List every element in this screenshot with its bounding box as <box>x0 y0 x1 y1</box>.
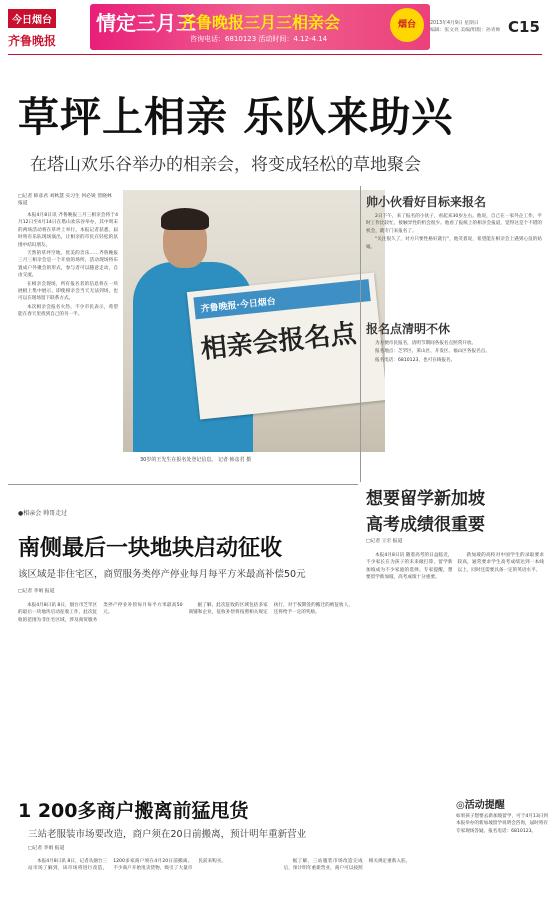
column-divider <box>360 186 361 482</box>
masthead-left <box>8 8 78 48</box>
event-reminder <box>456 796 548 913</box>
lead-photo <box>123 190 385 452</box>
right-mid-title: 报名点清明不休 <box>366 322 451 336</box>
photo-newspaper <box>187 273 385 420</box>
left-mid-tag <box>18 508 67 517</box>
banner-main: 情定三月三 <box>96 11 196 35</box>
event-banner[interactable] <box>90 4 430 50</box>
mid-divider <box>8 484 358 485</box>
event-reminder-body: 如果孩子想要去新加坡留学，可于4月13日到本报举办的新加坡留学说明会咨询，届时将有专家现场答疑。报名电话：6810123。 <box>456 814 548 834</box>
paper-name: 齐鲁晚报 <box>8 34 57 48</box>
photo-person-hair <box>161 208 209 230</box>
bottom-byline: □记者 李娟 报道 <box>28 846 65 851</box>
banner-phone: 咨询电话：6810123 活动时间：4.12-4.14 <box>190 35 328 43</box>
lead-body <box>18 212 118 512</box>
banner-title: 齐鲁晚报三月三相亲会 <box>180 13 341 32</box>
editors-line: 编辑：张文亮 美编/组版：孙青帅 <box>430 28 501 33</box>
right-top-paragraph: 2日下午，来了报名的小伙子，看起来30岁左右。他说，自己在一家外企工作，平时工作比较忙，接触异性的机会很少。他看了报纸上的相亲会报道，觉得这是个不错的机会，就专门来报名了。 <box>366 214 542 234</box>
page-number: C15 <box>508 18 540 36</box>
right-mid-paragraph: 报名电话：6810123，也可在线报名。 <box>375 357 456 363</box>
lead-byline: □记者 韩彦君 刘秋慧 实习生 何必锐 贺晓林 报道 <box>18 194 112 206</box>
left-mid-paragraph: 本报4月8日讯 8日，烟台市芝罘区的最后一块地块启动征收工作，此次征收的范围为非住宅区域，涉及商贸服务类停产停业补偿每月每平方米最高50元。 <box>18 603 183 623</box>
bottom-paragraph: 据了解，三站服装市场改造完成后，预计明年重新营业，商户可以按照相关规定重新入驻。 <box>283 859 411 872</box>
photo-paper-title: 相亲会报名点 <box>199 318 358 365</box>
lead-headline: 草坪上相亲 乐队来助兴 <box>18 93 454 141</box>
study-title-1: 想要留学新加坡 <box>366 489 485 509</box>
lead-paragraph: 本报4月8日讯 齐鲁晚报三月三相亲会将于4月12日至4月14日在塔山欢乐谷举办，其中周末的两场活动将在草坪上举行。本报记者获悉，届时将有乐队现场演出，让相亲的市民在轻松的氛围中结识朋友。 <box>18 213 118 248</box>
banner-badge: 烟台 <box>390 8 424 42</box>
lead-paragraph: 在相亲会现场，所有报名者的信息将在一块展板上集中展示，即使相亲会当天无法到场，也可以在现场留下联系方式。 <box>18 281 118 302</box>
left-mid-body <box>18 602 353 772</box>
left-mid-tag-text: ●相亲会 帅哥走过 <box>18 510 68 517</box>
right-mid-paragraph: 为方便市民报名，清明节期间各报名点照常开放。 <box>375 341 477 346</box>
photo-paper-header: 齐鲁晚报·今日烟台 <box>193 279 370 319</box>
bottom-headline: 1 200多商户搬离前猛甩货 <box>18 800 249 822</box>
date-line: 2013年4月9日 星期日 <box>430 21 479 26</box>
masthead-rule <box>8 54 542 55</box>
photo-caption: 30岁的王先生在报名处登记信息。 记者 韩彦君 摄 <box>140 457 252 463</box>
lead-subhead: 在塔山欢乐谷举办的相亲会，将变成轻松的草地聚会 <box>30 155 421 175</box>
study-paragraph: 新加坡的高校对中国学生的录取要求较高，通常要求学生高考成绩达到一本线以上，同时还需要具备一定的英语水平。 <box>457 553 544 573</box>
right-mid-paragraph: 报名地点：芝罘区、莱山区、开发区、福山区各报名点。 <box>375 349 490 355</box>
left-mid-headline: 南侧最后一块地块启动征收 <box>18 536 283 561</box>
page-info <box>430 20 510 34</box>
section-tag: 今日烟台 <box>8 9 56 28</box>
lead-paragraph: 本次相亲会报名火热，不少市民表示，希望能在春天里找到自己的另一半。 <box>18 304 118 318</box>
left-mid-paragraph: 据了解，此次征收的区域包括多家商铺和企业，征收补偿将按照相关规定执行，对于按期签约搬迁的被征收人，还将给予一定的奖励。 <box>188 603 353 616</box>
bottom-body <box>28 858 448 920</box>
event-reminder-title: ◎活动提醒 <box>456 800 505 811</box>
right-top-body <box>366 213 542 313</box>
left-mid-byline: □记者 李娟 报道 <box>18 589 55 594</box>
right-mid-body <box>366 340 542 470</box>
study-title-2: 高考成绩很重要 <box>366 515 485 535</box>
study-byline: □记者 王宏 报道 <box>366 539 403 544</box>
left-mid-subhead: 该区域是非住宅区，商贸服务类停产停业每月每平方米最高补偿50元 <box>18 569 306 580</box>
right-top-title: 帅小伙看好目标来报名 <box>366 195 487 209</box>
study-body <box>366 552 544 788</box>
bottom-subhead: 三站老服装市场要改造，商户须在20日前搬离，预计明年重新营业 <box>28 829 307 840</box>
bottom-paragraph: 本报4月8日讯 8日，记者从烟台三站市场了解到，该市场将进行改造，1200多家商户须在4月20日前搬离。不少商户开始甩卖货物，吸引了大量市民前来购买。 <box>28 859 226 872</box>
right-top-paragraph: "关注很久了，对方只要性格好就行"，他笑着说，希望能在相亲会上遇到心仪的姑娘。 <box>366 237 542 250</box>
lead-paragraph: 天然的草坪空地，优美的音乐……齐鲁晚报三月三相亲会是一个开放的场所，活动现场将布置成户外聚会的形式，参与者可以随意走动，自由交流。 <box>18 251 118 279</box>
study-paragraph: 本报4月8日讯 随着高考的日益临近，不少家长在为孩子的未来做打算，留学新加坡成为不少家庭的选择。专家提醒，想要留学新加坡，高考成绩十分重要。 <box>366 553 453 581</box>
